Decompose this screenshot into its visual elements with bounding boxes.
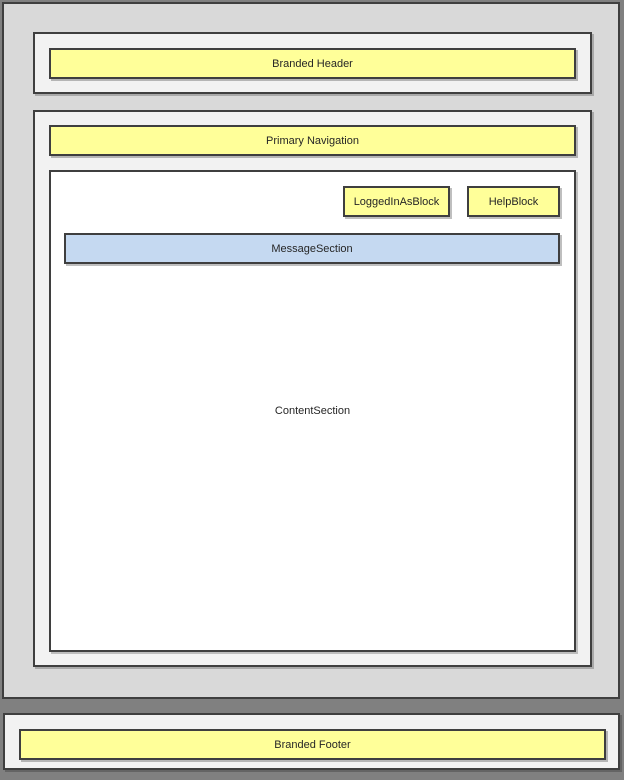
content-section-label: ContentSection bbox=[274, 405, 351, 417]
help-block-label: HelpBlock bbox=[488, 195, 539, 208]
logged-in-as-block bbox=[343, 186, 450, 217]
primary-navigation-label: Primary Navigation bbox=[266, 134, 359, 147]
footer-band bbox=[3, 713, 620, 770]
help-block bbox=[467, 186, 560, 217]
message-section-block bbox=[64, 233, 560, 264]
message-section-label: MessageSection bbox=[271, 242, 353, 255]
logged-in-as-label: LoggedInAsBlock bbox=[353, 195, 440, 208]
page-container bbox=[2, 2, 620, 699]
main-band bbox=[33, 110, 592, 667]
branded-footer-block bbox=[19, 729, 606, 760]
content-box bbox=[49, 170, 576, 652]
branded-header-block bbox=[49, 48, 576, 79]
branded-header-label: Branded Header bbox=[272, 57, 353, 70]
branded-footer-label: Branded Footer bbox=[274, 738, 351, 751]
header-band bbox=[33, 32, 592, 94]
primary-navigation-block bbox=[49, 125, 576, 156]
